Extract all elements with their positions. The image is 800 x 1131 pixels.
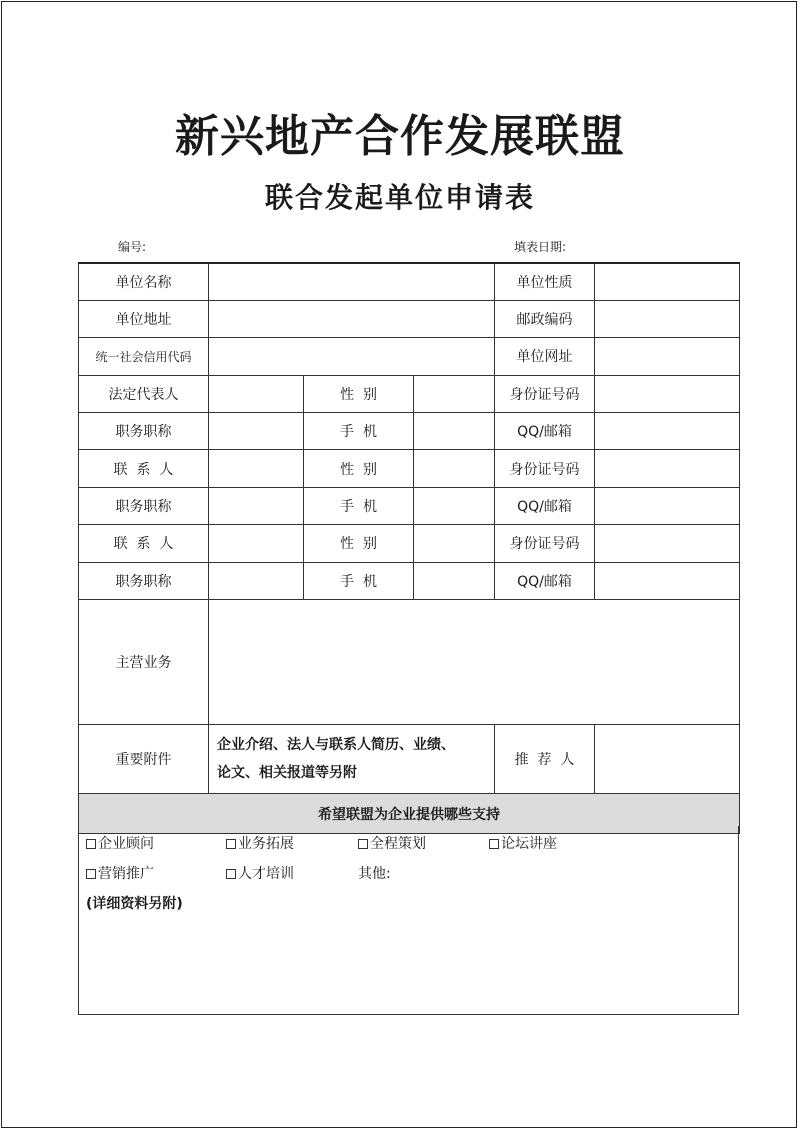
id-number-label: 身份证号码 [495, 525, 595, 562]
attachments-label: 重要附件 [79, 725, 209, 794]
mobile-label: 手 机 [304, 413, 414, 450]
id-number-label: 身份证号码 [495, 450, 595, 487]
gender-field[interactable] [414, 450, 495, 487]
job-title-label: 职务职称 [79, 562, 209, 599]
option-enterprise-advisor[interactable] [86, 833, 154, 853]
mobile-field[interactable] [414, 487, 495, 524]
id-number-field[interactable] [595, 375, 740, 412]
unit-name-field[interactable] [209, 263, 495, 300]
qq-email-field[interactable] [595, 413, 740, 450]
unit-name-label: 单位名称 [79, 263, 209, 300]
mobile-label: 手 机 [304, 562, 414, 599]
credit-code-field[interactable] [209, 338, 495, 375]
attachments-line-2: 论文、相关报道等另附 [217, 765, 357, 782]
number-label: 编号: [118, 240, 147, 254]
other-label: 其他: [358, 866, 391, 882]
qq-email-label: QQ/邮箱 [495, 413, 595, 450]
option-label: 企业顾问 [98, 836, 154, 852]
attachments-line-1: 企业介绍、法人与联系人简历、业绩、 [217, 737, 455, 754]
credit-code-label: 统一社会信用代码 [79, 338, 209, 375]
job-title-field[interactable] [209, 487, 304, 524]
date-label: 填表日期: [514, 240, 567, 254]
option-full-planning[interactable] [358, 833, 426, 853]
website-label: 单位网址 [495, 338, 595, 375]
gender-field[interactable] [414, 525, 495, 562]
gender-label: 性 别 [304, 525, 414, 562]
checkbox-icon[interactable] [86, 869, 96, 879]
contact-label: 联 系 人 [79, 525, 209, 562]
main-business-field[interactable] [209, 600, 740, 725]
option-label: 营销推广 [98, 866, 154, 882]
main-business-label: 主营业务 [79, 600, 209, 725]
checkbox-icon[interactable] [489, 839, 499, 849]
qq-email-field[interactable] [595, 487, 740, 524]
unit-nature-field[interactable] [595, 263, 740, 300]
recommender-field[interactable] [595, 725, 740, 794]
option-label: 论坛讲座 [501, 836, 557, 852]
job-title-field[interactable] [209, 413, 304, 450]
option-marketing[interactable] [86, 863, 154, 883]
legal-rep-field[interactable] [209, 375, 304, 412]
checkbox-icon[interactable] [226, 869, 236, 879]
details-note: (详细资料另附) [86, 896, 183, 912]
checkbox-icon[interactable] [358, 839, 368, 849]
qq-email-field[interactable] [595, 562, 740, 599]
id-number-label: 身份证号码 [495, 375, 595, 412]
unit-nature-label: 单位性质 [495, 263, 595, 300]
postal-code-field[interactable] [595, 300, 740, 337]
website-field[interactable] [595, 338, 740, 375]
option-label: 人才培训 [238, 866, 294, 882]
postal-code-label: 邮政编码 [495, 300, 595, 337]
recommender-label: 推 荐 人 [495, 725, 595, 794]
checkbox-icon[interactable] [86, 839, 96, 849]
gender-field[interactable] [414, 375, 495, 412]
gender-label: 性 别 [304, 375, 414, 412]
unit-address-field[interactable] [209, 300, 495, 337]
job-title-label: 职务职称 [79, 487, 209, 524]
contact-field[interactable] [209, 450, 304, 487]
mobile-field[interactable] [414, 562, 495, 599]
job-title-field[interactable] [209, 562, 304, 599]
page-title: 新兴地产合作发展联盟 [175, 111, 625, 162]
option-talent-training[interactable] [226, 863, 294, 883]
qq-email-label: QQ/邮箱 [495, 562, 595, 599]
unit-address-label: 单位地址 [79, 300, 209, 337]
checkbox-icon[interactable] [226, 839, 236, 849]
legal-rep-label: 法定代表人 [79, 375, 209, 412]
support-options-area [78, 826, 739, 1015]
contact-label: 联 系 人 [79, 450, 209, 487]
option-label: 业务拓展 [238, 836, 294, 852]
support-banner: 希望联盟为企业提供哪些支持 [79, 794, 740, 834]
id-number-field[interactable] [595, 450, 740, 487]
option-label: 全程策划 [370, 836, 426, 852]
option-forum-lectures[interactable] [489, 833, 557, 853]
job-title-label: 职务职称 [79, 413, 209, 450]
gender-label: 性 别 [304, 450, 414, 487]
form-subtitle: 联合发起单位申请表 [264, 181, 535, 214]
qq-email-label: QQ/邮箱 [495, 487, 595, 524]
id-number-field[interactable] [595, 525, 740, 562]
application-form-table [78, 262, 740, 834]
contact-field[interactable] [209, 525, 304, 562]
mobile-field[interactable] [414, 413, 495, 450]
attachments-note [209, 725, 495, 794]
option-business-expansion[interactable] [226, 833, 294, 853]
mobile-label: 手 机 [304, 487, 414, 524]
